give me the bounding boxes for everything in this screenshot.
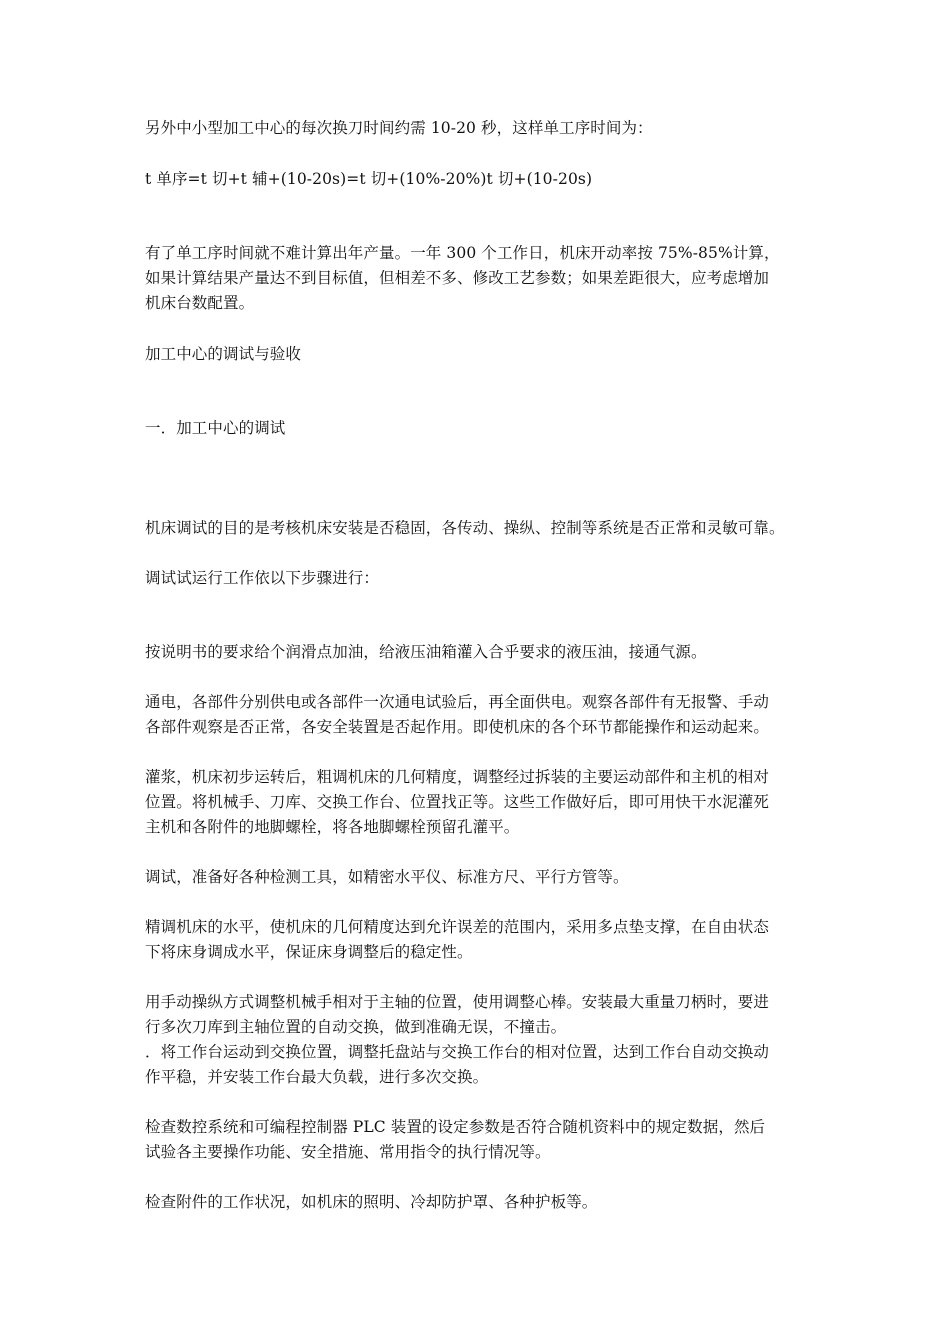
text-line: 作平稳，并安装工作台最大负载，进行多次交换。 <box>145 1068 489 1086</box>
text-line: 下将床身调成水平，保证床身调整后的稳定性。 <box>145 943 473 961</box>
text-line: 主机和各附件的地脚螺栓，将各地脚螺栓预留孔灌平。 <box>145 818 520 836</box>
text-line: 机床台数配置。 <box>145 294 255 312</box>
text-line: 位置。将机械手、刀库、交换工作台、位置找正等。这些工作做好后，即可用快干水泥灌死 <box>145 793 770 811</box>
text-line: 灌浆，机床初步运转后，粗调机床的几何精度，调整经过拆装的主要运动部件和主机的相对 <box>145 768 770 786</box>
text-line: 有了单工序时间就不难计算出年产量。一年 300 个工作日，机床开动率按 75%-85%计算， <box>145 244 780 262</box>
text-line: 行多次刀库到主轴位置的自动交换，做到准确无误，不撞击。 <box>145 1018 567 1036</box>
text-line: 调试试运行工作依以下步骤进行： <box>145 569 380 587</box>
text-line: 用手动操纵方式调整机械手相对于主轴的位置，使用调整心棒。安装最大重量刀柄时，要进 <box>145 993 770 1011</box>
subsection-heading: 一．加工中心的调试 <box>145 419 286 437</box>
text-line: 检查附件的工作状况，如机床的照明、冷却防护罩、各种护板等。 <box>145 1193 598 1211</box>
text-line: 如果计算结果产量达不到目标值，但相差不多、修改工艺参数；如果差距很大，应考虑增加 <box>145 269 770 287</box>
formula-line: t 单序=t 切+t 辅+(10-20s)=t 切+(10%-20%)t 切+(10-20s) <box>145 170 593 188</box>
text-line: 通电，各部件分别供电或各部件一次通电试验后，再全面供电。观察各部件有无报警、手动 <box>145 693 770 711</box>
text-line: 另外中小型加工中心的每次换刀时间约需 10-20 秒，这样单工序时间为： <box>145 119 653 137</box>
text-line: 调试，准备好各种检测工具，如精密水平仪、标准方尺、平行方管等。 <box>145 868 629 886</box>
text-line: 按说明书的要求给个润滑点加油，给液压油箱灌入合乎要求的液压油，接通气源。 <box>145 643 707 661</box>
text-line: 试验各主要操作功能、安全措施、常用指令的执行情况等。 <box>145 1143 551 1161</box>
text-line: 各部件观察是否正常，各安全装置是否起作用。即使机床的各个环节都能操作和运动起来。 <box>145 718 770 736</box>
text-line: 机床调试的目的是考核机床安装是否稳固，各传动、操纵、控制等系统是否正常和灵敏可靠。 <box>145 519 785 537</box>
section-heading: 加工中心的调试与验收 <box>145 345 302 363</box>
text-line: ．将工作台运动到交换位置，调整托盘站与交换工作台的相对位置，达到工作台自动交换动 <box>145 1043 770 1061</box>
text-line: 精调机床的水平，使机床的几何精度达到允许误差的范围内，采用多点垫支撑，在自由状态 <box>145 918 770 936</box>
text-line: 检查数控系统和可编程控制器 PLC 装置的设定参数是否符合随机资料中的规定数据，然后 <box>145 1118 766 1136</box>
